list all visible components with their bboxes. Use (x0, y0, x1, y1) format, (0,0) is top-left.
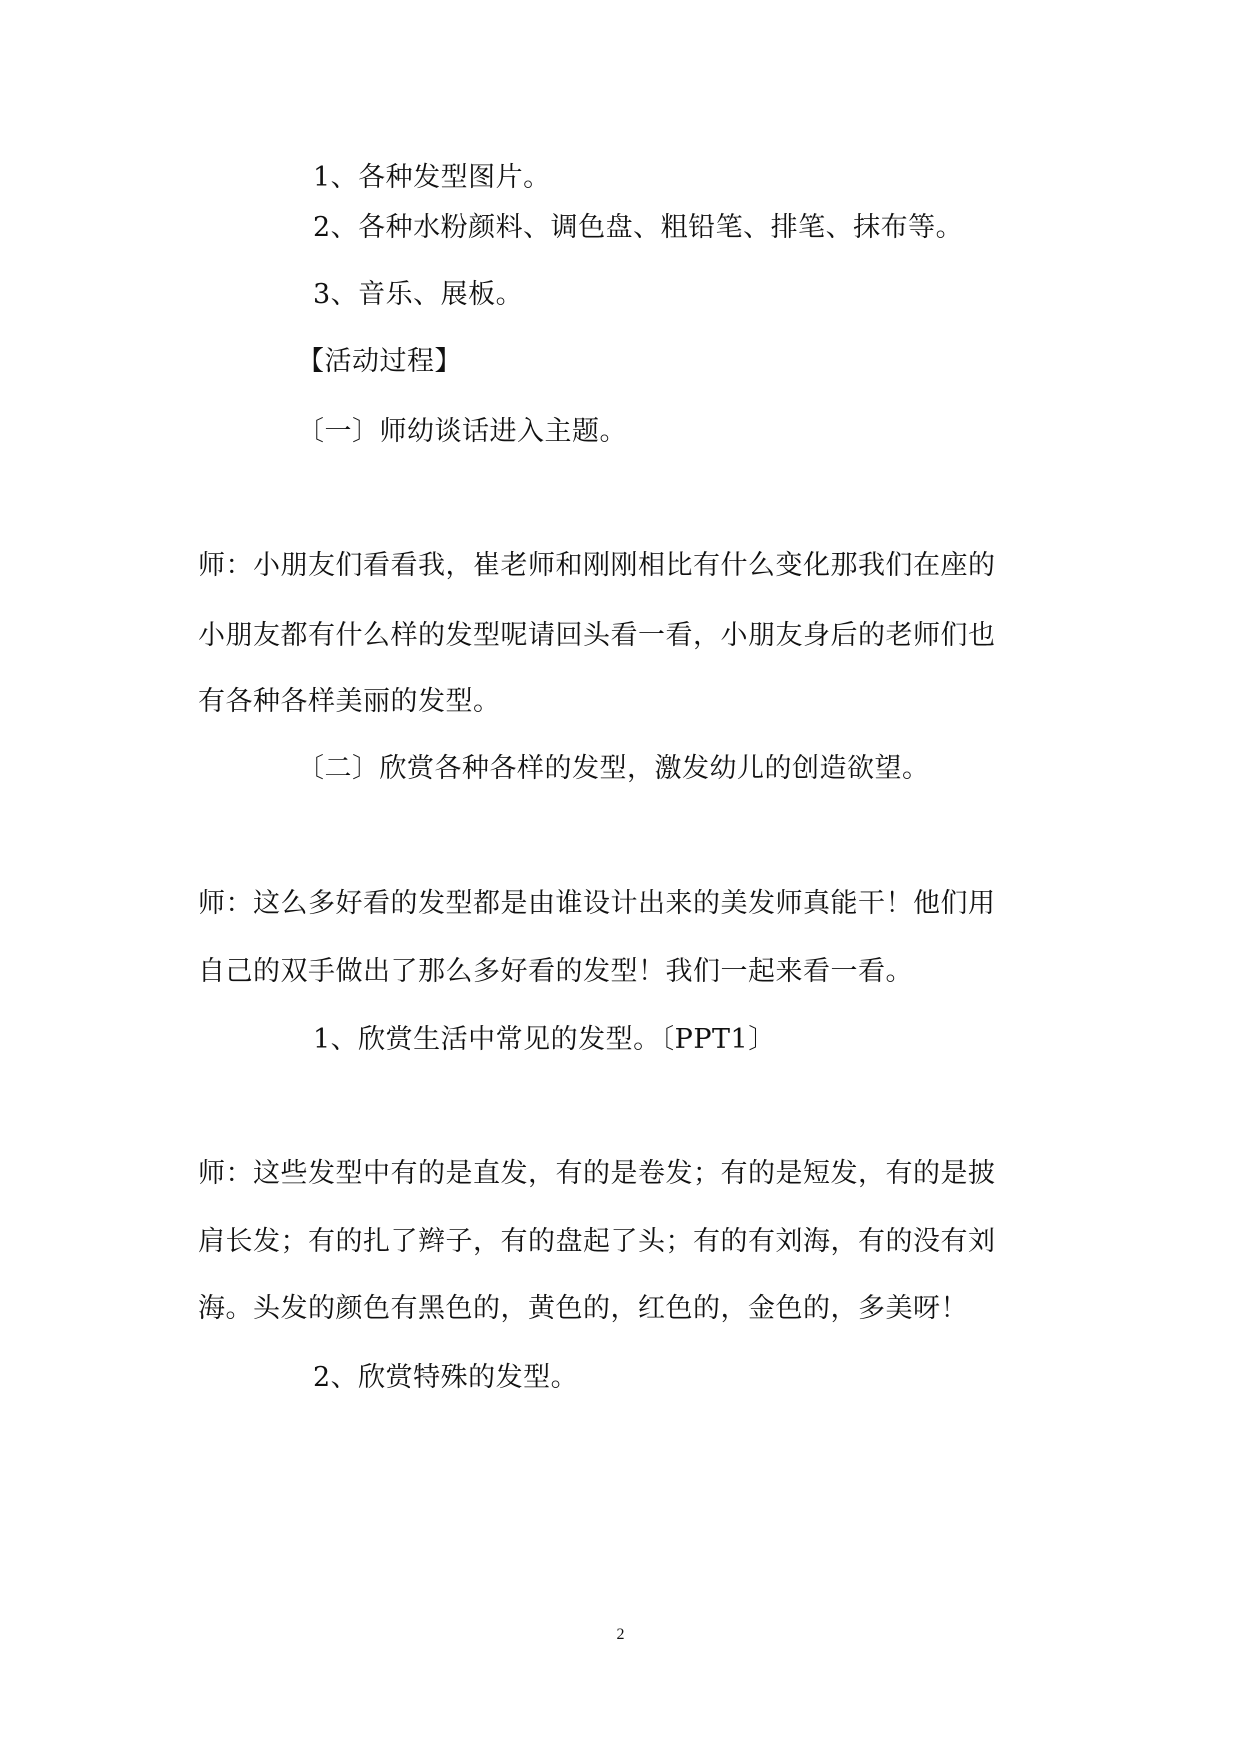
part1-paragraph-line-3: 有各种各样美丽的发型。 (198, 686, 501, 717)
page-number: 2 (616, 1626, 625, 1643)
sub1-heading: 1、欣赏生活中常见的发型。〔PPT1〕 (313, 1024, 776, 1055)
section-heading: 【活动过程】 (297, 346, 462, 377)
sub2-heading: 2、欣赏特殊的发型。 (313, 1362, 579, 1393)
materials-item-2: 2、各种水粉颜料、调色盘、粗铅笔、排笔、抹布等。 (313, 212, 964, 243)
part2-paragraph-line-1: 师：这么多好看的发型都是由谁设计出来的美发师真能干！他们用 (198, 888, 996, 919)
sub1-paragraph-line-2: 肩长发；有的扎了辫子，有的盘起了头；有的有刘海，有的没有刘 (198, 1226, 996, 1257)
part1-paragraph-line-2: 小朋友都有什么样的发型呢请回头看一看，小朋友身后的老师们也 (198, 620, 996, 651)
part1-heading: 〔一〕师幼谈话进入主题。 (297, 416, 627, 447)
materials-item-1: 1、各种发型图片。 (313, 162, 551, 193)
sub1-paragraph-line-3: 海。头发的颜色有黑色的，黄色的，红色的，金色的，多美呀！ (198, 1293, 968, 1324)
part2-paragraph-line-2: 自己的双手做出了那么多好看的发型！我们一起来看一看。 (198, 956, 913, 987)
part2-heading: 〔二〕欣赏各种各样的发型，激发幼儿的创造欲望。 (297, 753, 930, 784)
sub1-paragraph-line-1: 师：这些发型中有的是直发，有的是卷发；有的是短发，有的是披 (198, 1158, 996, 1189)
part1-paragraph-line-1: 师：小朋友们看看我，崔老师和刚刚相比有什么变化那我们在座的 (198, 550, 996, 581)
materials-item-3: 3、音乐、展板。 (313, 279, 524, 310)
